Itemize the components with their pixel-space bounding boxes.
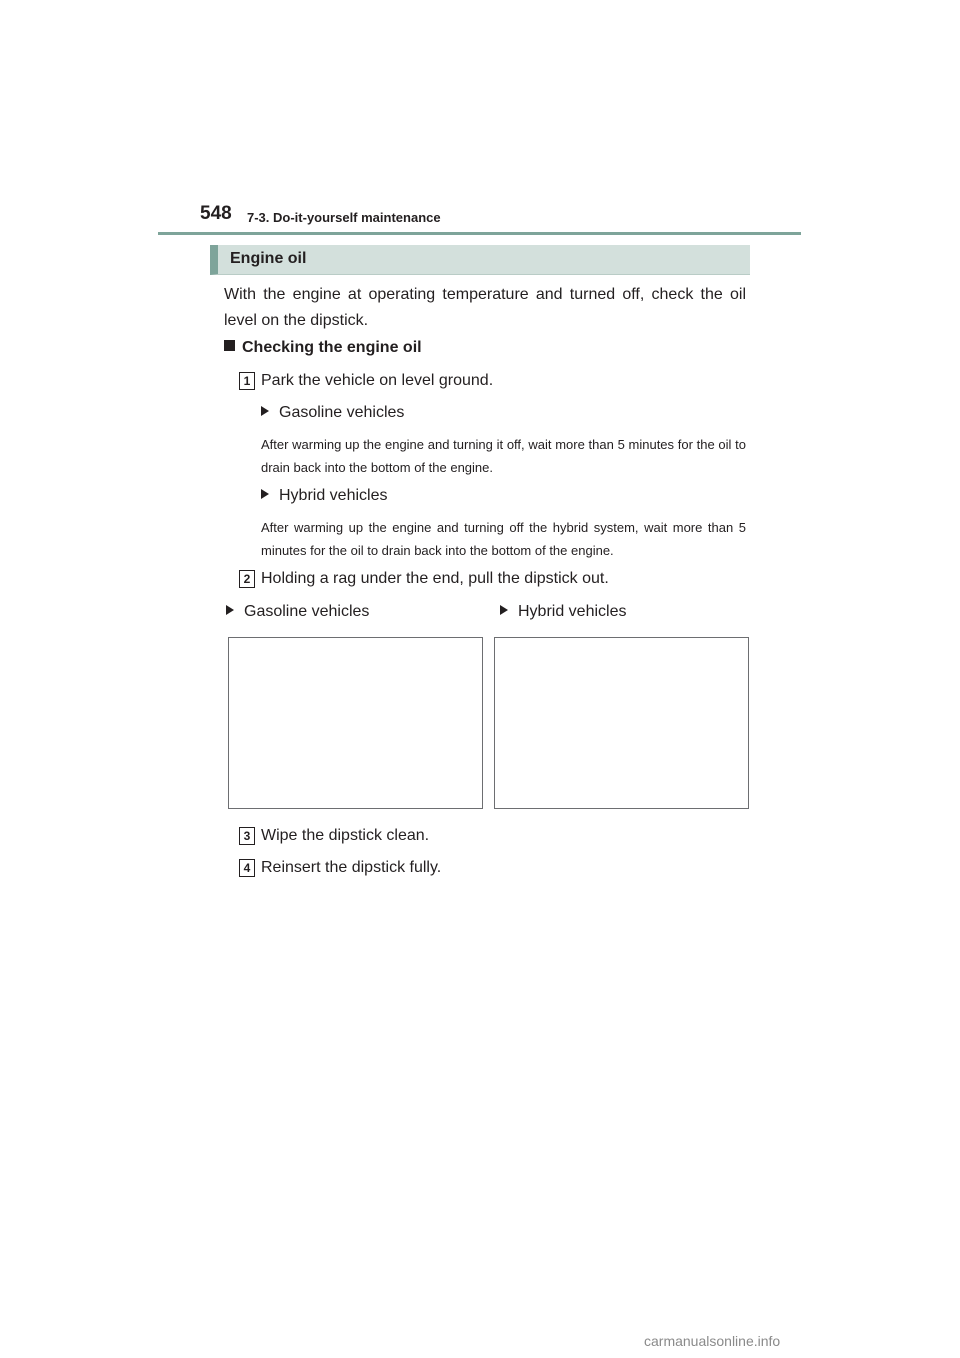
- figure-hybrid: [494, 637, 749, 809]
- section-heading: Engine oil: [230, 250, 307, 267]
- step-number-badge: 2: [239, 570, 255, 588]
- section-heading-bar: [210, 245, 750, 275]
- subheading: [224, 339, 422, 357]
- header-divider: [158, 232, 801, 235]
- step-text: Park the vehicle on level ground.: [261, 372, 494, 389]
- step-number-badge: 1: [239, 372, 255, 390]
- triangle-bullet-icon: [226, 605, 234, 615]
- note-gasoline: After warming up the engine and turning it off, wait more than 5 minutes for the oil to drain back into the bottom of the engine.: [261, 437, 746, 475]
- sub-bullet-label: Gasoline vehicles: [279, 404, 405, 421]
- triangle-bullet-icon: [261, 406, 269, 416]
- figure-gasoline: [228, 637, 483, 809]
- step-text: Holding a rag under the end, pull the dipstick out.: [261, 570, 609, 587]
- figure-label-hybrid: [500, 603, 626, 621]
- figure-label-text: Hybrid vehicles: [518, 603, 627, 620]
- sub-bullet-hybrid: [261, 487, 387, 505]
- triangle-bullet-icon: [261, 489, 269, 499]
- page-number: 548: [200, 203, 232, 224]
- sub-bullet-gasoline: [261, 404, 404, 422]
- subheading-text: Checking the engine oil: [242, 339, 422, 356]
- step-number-badge: 4: [239, 859, 255, 877]
- watermark: carmanualsonline.info: [644, 1333, 781, 1349]
- chapter-title: 7-3. Do-it-yourself maintenance: [247, 210, 441, 225]
- square-bullet-icon: [224, 340, 235, 351]
- figure-label-gasoline: [226, 603, 369, 621]
- triangle-bullet-icon: [500, 605, 508, 615]
- intro-paragraph: With the engine at operating temperature and turned off, check the oil level on the dipstick.: [224, 286, 746, 329]
- note-hybrid: After warming up the engine and turning off the hybrid system, wait more than 5 minutes for the oil to drain back into the bottom of the engine.: [261, 520, 746, 558]
- sub-bullet-label: Hybrid vehicles: [279, 487, 388, 504]
- step-number-badge: 3: [239, 827, 255, 845]
- step-text: Wipe the dipstick clean.: [261, 827, 430, 844]
- figure-label-text: Gasoline vehicles: [244, 603, 370, 620]
- step-text: Reinsert the dipstick fully.: [261, 859, 442, 876]
